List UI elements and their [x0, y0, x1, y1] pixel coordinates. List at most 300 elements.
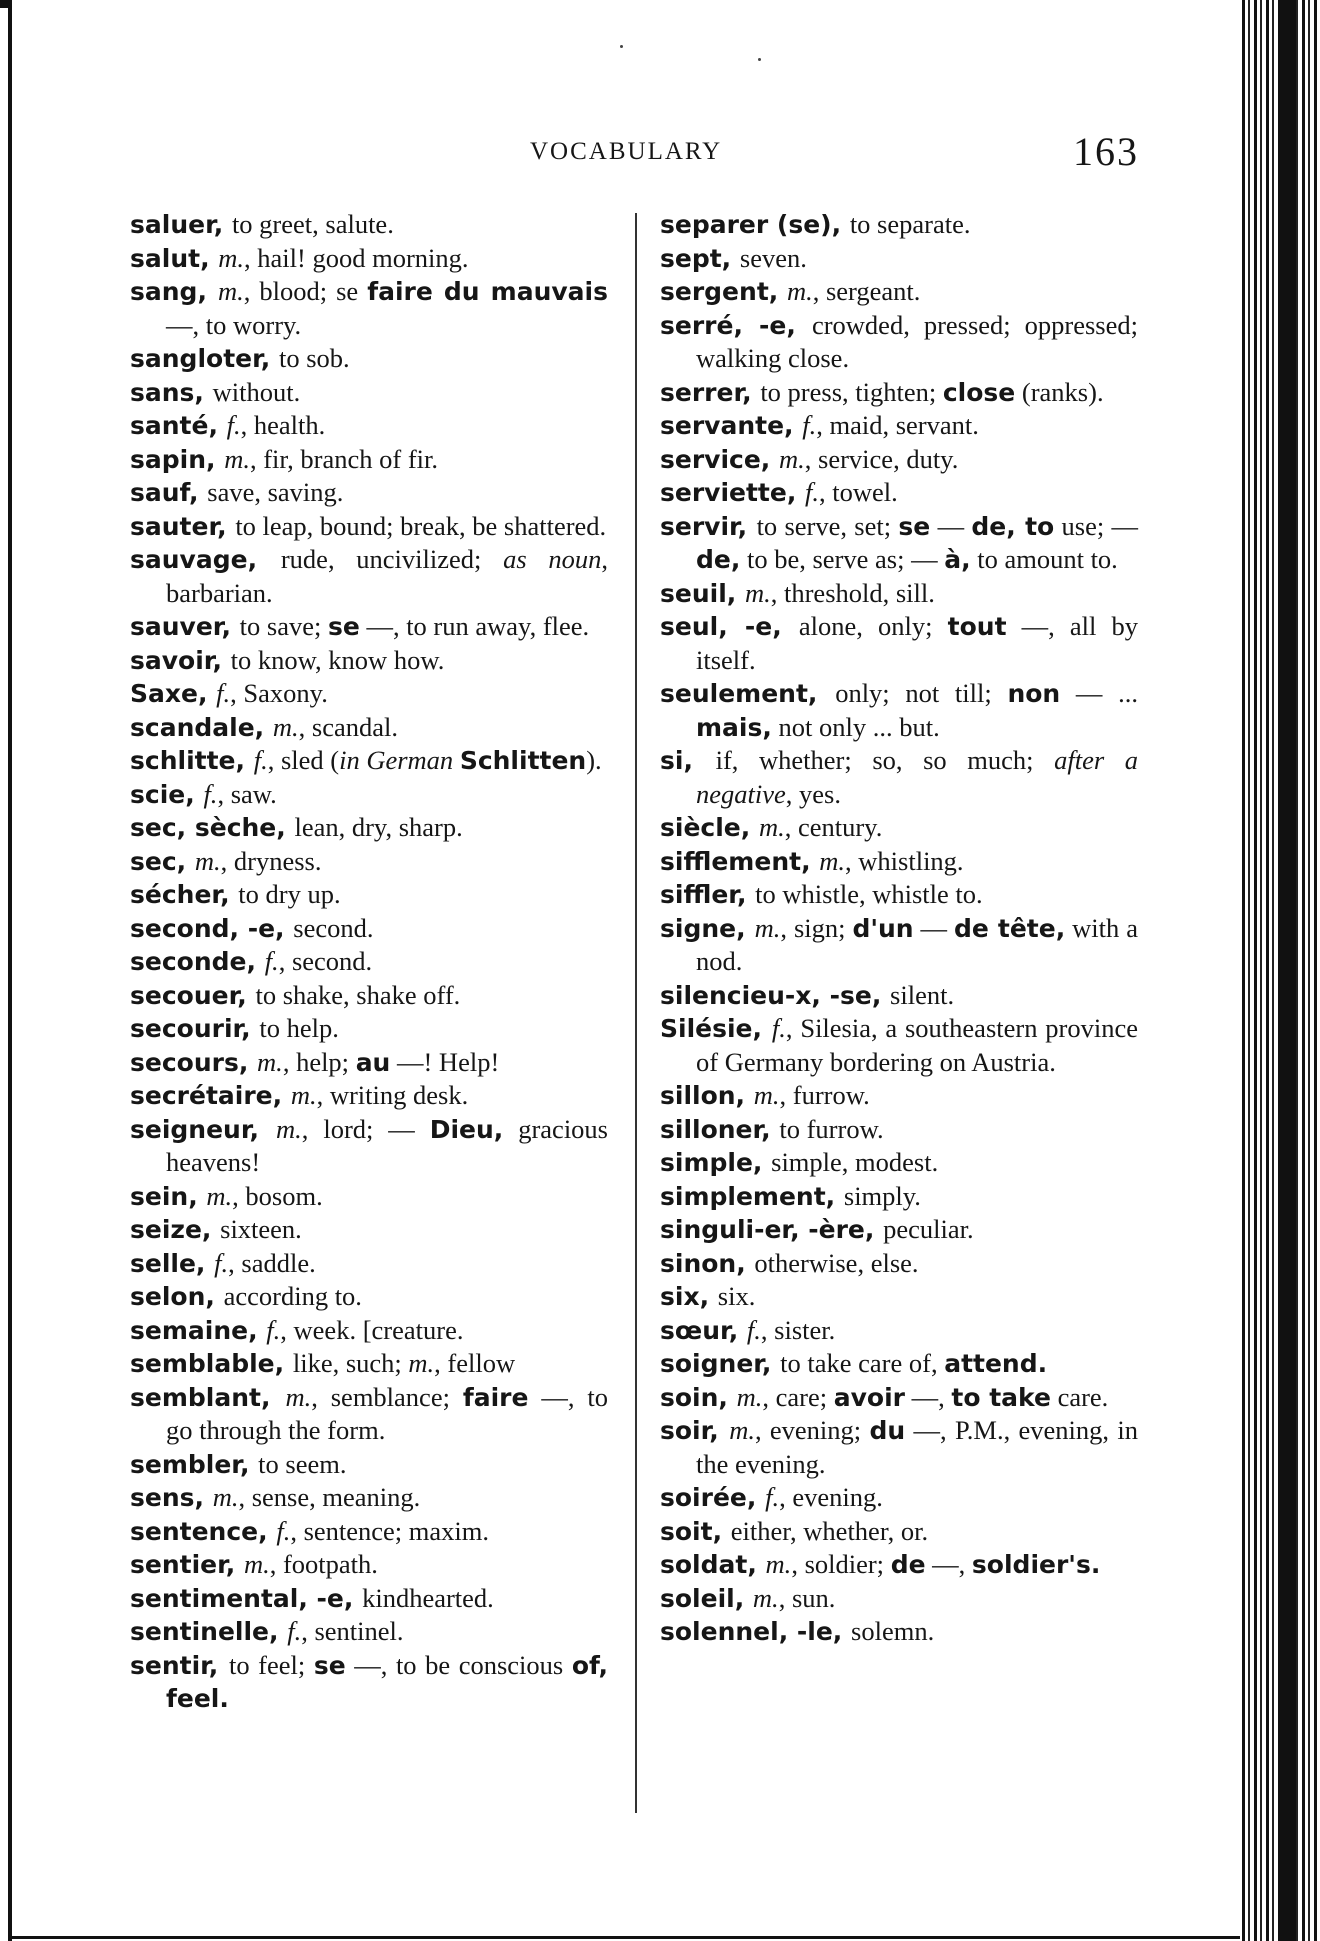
vocabulary-entry — [660, 1381, 1138, 1415]
entry-headword: si, — [660, 746, 716, 775]
vocabulary-entry — [660, 1582, 1138, 1616]
entry-definition: , writing desk. — [316, 1080, 469, 1110]
entry-headword: siècle, — [660, 813, 759, 842]
entry-headword: signe, — [660, 913, 755, 943]
vocabulary-entry — [130, 979, 608, 1013]
entry-definition: kindhearted. — [362, 1582, 494, 1613]
entry-italic-note: m. — [218, 276, 244, 306]
entry-italic-note: f. — [266, 1314, 281, 1345]
entry-definition: , sentence; maxim. — [290, 1515, 490, 1546]
vocabulary-entry — [130, 1280, 608, 1314]
vocabulary-entry — [130, 610, 608, 644]
entry-definition: to greet, salute. — [231, 209, 394, 239]
entry-italic-note: f. — [214, 1247, 229, 1278]
vocabulary-entry — [130, 1448, 608, 1482]
vocabulary-entry — [130, 1347, 608, 1381]
entry-definition: —, to run away, flee. — [359, 611, 590, 641]
entry-definition: , sentinel. — [301, 1616, 404, 1646]
vocabulary-entry — [660, 409, 1138, 443]
entry-headword: soit, — [660, 1516, 731, 1546]
vocabulary-entry — [660, 811, 1138, 845]
entry-definition: according to. — [223, 1281, 362, 1311]
entry-definition: lean, dry, sharp. — [294, 812, 463, 842]
entry-definition: , century. — [784, 812, 883, 842]
vocabulary-entry — [130, 711, 608, 745]
entry-headword: sauver, — [130, 612, 240, 641]
entry-italic-note: f. — [746, 1314, 761, 1345]
entry-headword: servante, — [660, 411, 803, 440]
entry-headword: sens, — [130, 1483, 213, 1512]
entry-definition: to save; — [239, 611, 328, 641]
vocabulary-entry — [660, 275, 1138, 309]
vocabulary-entry — [660, 1213, 1138, 1247]
entry-definition: , sled ( — [267, 745, 340, 775]
entry-definition: , sign; — [780, 912, 853, 943]
vocabulary-entry — [660, 1414, 1138, 1481]
entry-italic-note: m. — [754, 912, 781, 943]
entry-italic-note: after a negative — [696, 745, 1138, 809]
vocabulary-entry — [130, 945, 608, 979]
entry-definition: like, such; — [292, 1348, 409, 1378]
entry-headword: sœur, — [660, 1315, 747, 1345]
entry-italic-note: f. — [765, 1482, 780, 1512]
book-spine-edge — [1238, 0, 1320, 1941]
entry-headword: faire du mauvais — [367, 277, 608, 306]
entry-italic-note: f. — [203, 778, 218, 809]
entry-headword: sec, sèche, — [130, 813, 295, 842]
vocabulary-entry — [660, 1548, 1138, 1582]
vocabulary-entry — [130, 811, 608, 845]
vocabulary-entry — [130, 1314, 608, 1348]
entry-definition: , maid, servant. — [816, 410, 979, 440]
entry-headword: sauter, — [130, 511, 236, 541]
entry-italic-note: in German — [339, 745, 454, 775]
entry-italic-note: m. — [736, 1381, 763, 1412]
entry-definition: to furrow. — [779, 1113, 884, 1144]
entry-headword: seize, — [130, 1215, 221, 1244]
entry-headword: Dieu, — [429, 1114, 504, 1144]
entry-definition: —, — [905, 1381, 952, 1412]
scan-bottom-border — [10, 1936, 1240, 1939]
vocabulary-entry — [130, 778, 608, 812]
entry-headword: se — [327, 612, 360, 641]
entry-definition: , footpath. — [269, 1549, 378, 1579]
vocabulary-entry — [130, 1615, 608, 1649]
vocabulary-entry — [660, 376, 1138, 410]
vocabulary-entry — [660, 443, 1138, 477]
entry-italic-note: m. — [729, 1415, 755, 1445]
entry-definition: — — [930, 510, 972, 541]
entry-headword: sein, — [130, 1181, 207, 1211]
entry-definition: , second. — [278, 946, 373, 976]
entry-headword: de tête, — [954, 913, 1066, 943]
entry-definition: —, to go through the form. — [166, 1381, 608, 1445]
entry-definition: to separate. — [849, 209, 971, 239]
entry-headword: de, — [696, 545, 741, 574]
entry-definition: —! Help! — [390, 1046, 500, 1077]
entry-headword: sembler, — [130, 1449, 259, 1479]
entry-headword: separer (se), — [660, 210, 850, 239]
vocabulary-entry — [660, 912, 1138, 979]
entry-headword: six, — [660, 1282, 718, 1311]
entry-headword: sept, — [660, 243, 740, 273]
entry-definition: if, whether; so, so much; — [715, 745, 1055, 775]
entry-headword: sentinelle, — [130, 1617, 288, 1646]
entry-definition: peculiar. — [883, 1214, 974, 1244]
right-column — [660, 208, 1138, 1649]
vocabulary-entry — [660, 744, 1138, 811]
entry-definition: to press, tighten; — [760, 376, 943, 407]
entry-headword: sinon, — [660, 1248, 755, 1278]
entry-definition: —, — [925, 1549, 972, 1579]
entry-italic-note: f. — [287, 1616, 302, 1646]
entry-headword: semblable, — [130, 1349, 293, 1378]
entry-italic-note: f. — [226, 410, 241, 440]
entry-definition: solemn. — [851, 1616, 935, 1646]
entry-headword: sang, — [130, 277, 219, 306]
entry-definition: , week. [creature. — [280, 1314, 464, 1345]
entry-headword: to take — [951, 1382, 1051, 1412]
entry-definition: to amount to. — [970, 544, 1118, 574]
entry-italic-note: m. — [257, 1046, 283, 1077]
vocabulary-entry — [130, 744, 608, 778]
entry-definition: second. — [293, 912, 374, 943]
entry-definition: , blood; se — [243, 276, 368, 306]
entry-definition: , help; — [282, 1046, 356, 1077]
entry-definition: to sob. — [278, 343, 350, 373]
vocabulary-entry — [130, 342, 608, 376]
vocabulary-entry — [660, 1180, 1138, 1214]
entry-definition: —, to be conscious — [345, 1649, 572, 1680]
entry-headword: soirée, — [660, 1483, 766, 1512]
entry-headword: simplement, — [660, 1181, 844, 1211]
vocabulary-entry — [660, 1247, 1138, 1281]
entry-definition: to be, serve as; — — [740, 544, 945, 574]
entry-definition: sixteen. — [220, 1214, 302, 1244]
vocabulary-entry — [130, 510, 608, 544]
entry-definition: , evening; — [754, 1415, 870, 1445]
entry-headword: se — [313, 1650, 346, 1680]
entry-headword: soldat, — [660, 1550, 766, 1579]
entry-headword: scie, — [130, 779, 204, 809]
entry-italic-note: f. — [253, 745, 268, 775]
entry-definition: to leap, bound; break, be shattered. — [235, 510, 607, 541]
entry-headword: sans, — [130, 377, 213, 407]
entry-italic-note: f. — [216, 678, 231, 708]
entry-definition: , bosom. — [232, 1180, 323, 1211]
vocabulary-entry — [660, 1113, 1138, 1147]
entry-headword: au — [355, 1047, 391, 1077]
entry-headword: serré, -e, — [660, 310, 812, 340]
entry-headword: service, — [660, 444, 780, 474]
entry-definition: to seem. — [258, 1448, 347, 1479]
vocabulary-entry — [660, 1515, 1138, 1549]
entry-definition: , Saxony. — [230, 678, 328, 708]
entry-definition: , towel. — [819, 477, 898, 507]
entry-italic-note: m. — [212, 1482, 239, 1512]
entry-headword: solennel, -le, — [660, 1617, 852, 1646]
vocabulary-entry — [130, 1079, 608, 1113]
entry-definition: care. — [1050, 1381, 1109, 1412]
entry-definition: —, all by itself. — [696, 611, 1138, 675]
entry-headword: sangloter, — [130, 344, 279, 373]
vocabulary-entry — [130, 912, 608, 946]
vocabulary-entry — [130, 1582, 608, 1616]
entry-italic-note: m. — [753, 1080, 780, 1110]
entry-headword: serviette, — [660, 478, 806, 507]
entry-definition: not only ... but. — [771, 711, 940, 742]
entry-definition: alone, only; — [798, 611, 948, 641]
entry-definition: either, whether, or. — [730, 1515, 929, 1546]
entry-headword: tout — [947, 612, 1007, 641]
entry-headword: siffler, — [660, 880, 756, 909]
entry-definition: simple, modest. — [771, 1147, 939, 1177]
entry-headword: schlitte, — [130, 746, 254, 775]
entry-definition: silent. — [890, 979, 955, 1010]
entry-definition: , sense, meaning. — [238, 1482, 421, 1512]
entry-italic-note: m. — [276, 1113, 302, 1144]
entry-definition: , furrow. — [779, 1080, 870, 1110]
entry-headword: santé, — [130, 411, 227, 440]
entry-definition: (ranks). — [1015, 376, 1104, 407]
entry-headword: servir, — [660, 511, 757, 541]
vocabulary-entry — [660, 1481, 1138, 1515]
entry-italic-note: m. — [243, 1549, 270, 1579]
entry-headword: sentir, — [130, 1650, 229, 1680]
entry-headword: Silésie, — [660, 1014, 772, 1043]
entry-definition: —, P.M., evening, in the evening. — [696, 1415, 1138, 1479]
entry-definition: crowded, pressed; oppressed; walking close. — [696, 309, 1138, 373]
entry-headword: sergent, — [660, 277, 787, 306]
vocabulary-entry — [660, 309, 1138, 376]
entry-definition: , saw. — [217, 778, 277, 809]
entry-headword: salut, — [130, 243, 219, 273]
vocabulary-entry — [130, 1247, 608, 1281]
entry-headword: sapin, — [130, 444, 225, 474]
entry-definition: , health. — [240, 410, 326, 440]
vocabulary-entry — [660, 979, 1138, 1013]
entry-headword: seigneur, — [130, 1114, 277, 1144]
entry-definition: , dryness. — [220, 845, 322, 876]
vocabulary-entry — [130, 644, 608, 678]
entry-definition: to whistle, whistle to. — [755, 879, 983, 909]
entry-italic-note: f. — [771, 1013, 786, 1043]
vocabulary-entry — [660, 878, 1138, 912]
vocabulary-entry — [130, 1213, 608, 1247]
scan-speck — [620, 45, 623, 48]
entry-headword: à, — [944, 545, 971, 574]
entry-headword: sillon, — [660, 1081, 754, 1110]
entry-headword: seul, -e, — [660, 612, 799, 641]
entry-definition: , whistling. — [845, 845, 964, 876]
vocabulary-entry — [660, 510, 1138, 577]
entry-definition: to feel; — [228, 1649, 314, 1680]
entry-headword: sauvage, — [130, 545, 281, 574]
entry-definition: , sergeant. — [812, 276, 921, 306]
entry-definition: , soldier; — [791, 1549, 891, 1579]
entry-headword: soir, — [660, 1416, 730, 1445]
vocabulary-entry — [130, 878, 608, 912]
entry-italic-note: m. — [779, 443, 805, 474]
entry-definition: save, saving. — [207, 477, 344, 507]
entry-definition: , lord; — — [301, 1113, 430, 1144]
entry-headword: sécher, — [130, 880, 239, 909]
entry-headword: silencieu-x, -se, — [660, 980, 891, 1010]
entry-headword: Saxe, — [130, 679, 217, 708]
entry-definition: , barbarian. — [166, 544, 608, 608]
entry-headword: second, -e, — [130, 913, 294, 943]
entry-definition: , scandal. — [298, 711, 398, 742]
entry-definition: , fir, branch of fir. — [249, 443, 439, 474]
entry-definition: , service, duty. — [804, 443, 959, 474]
entry-definition: , fellow — [434, 1348, 516, 1378]
entry-definition: otherwise, else. — [754, 1247, 919, 1278]
vocabulary-entry — [130, 409, 608, 443]
vocabulary-entry — [130, 845, 608, 879]
entry-headword: seulement, — [660, 679, 836, 708]
entry-italic-note: f. — [805, 477, 820, 507]
vocabulary-entry — [130, 1481, 608, 1515]
vocabulary-entry — [130, 1046, 608, 1080]
entry-definition: to know, know how. — [230, 644, 445, 675]
entry-definition: with a nod. — [696, 912, 1138, 976]
entry-definition: use; — — [1054, 510, 1139, 541]
book-spine-dark-band — [1280, 0, 1296, 1941]
entry-definition: to help. — [259, 1013, 339, 1043]
entry-italic-note: m. — [408, 1348, 435, 1378]
entry-definition: —, to worry. — [166, 309, 302, 340]
entry-definition: , sun. — [778, 1582, 836, 1613]
entry-italic-note: as noun — [503, 544, 602, 574]
entry-headword: Schlitten — [459, 746, 587, 775]
vocabulary-entry — [660, 1012, 1138, 1079]
entry-headword: secours, — [130, 1047, 258, 1077]
vocabulary-entry — [660, 1146, 1138, 1180]
vocabulary-entry — [130, 543, 608, 610]
entry-headword: sentence, — [130, 1516, 277, 1546]
vocabulary-entry — [130, 1012, 608, 1046]
entry-italic-note: f. — [276, 1515, 291, 1546]
vocabulary-entry — [660, 845, 1138, 879]
entry-headword: sauf, — [130, 478, 208, 507]
entry-definition: , Silesia, a southeastern province of Germany bordering on Austria. — [696, 1013, 1138, 1077]
entry-headword: soigner, — [660, 1349, 781, 1378]
entry-italic-note: m. — [224, 443, 250, 474]
entry-headword: sentimental, -e, — [130, 1583, 363, 1613]
entry-headword: selle, — [130, 1248, 215, 1278]
entry-headword: savoir, — [130, 645, 231, 675]
entry-headword: se — [898, 511, 931, 541]
vocabulary-entry — [660, 1615, 1138, 1649]
entry-headword: faire — [462, 1382, 529, 1412]
vocabulary-entry — [130, 1381, 608, 1448]
vocabulary-entry — [660, 476, 1138, 510]
vocabulary-entry — [660, 1314, 1138, 1348]
entry-italic-note: m. — [786, 276, 813, 306]
vocabulary-entry — [130, 476, 608, 510]
entry-headword: du — [869, 1416, 906, 1445]
entry-italic-note: m. — [752, 1582, 779, 1613]
entry-definition: , sister. — [760, 1314, 836, 1345]
vocabulary-entry — [130, 275, 608, 342]
entry-definition: gracious heavens! — [166, 1113, 608, 1177]
entry-headword: sec, — [130, 846, 195, 876]
entry-italic-note: m. — [758, 812, 785, 842]
entry-definition: ). — [586, 745, 602, 775]
entry-headword: de — [890, 1550, 926, 1579]
scan-speck — [758, 58, 761, 61]
entry-headword: secrétaire, — [130, 1081, 291, 1110]
entry-headword: semaine, — [130, 1315, 267, 1345]
vocabulary-entry — [130, 242, 608, 276]
entry-italic-note: m. — [285, 1381, 312, 1412]
entry-headword: soleil, — [660, 1583, 753, 1613]
entry-definition: seven. — [739, 242, 807, 273]
entry-definition: , saddle. — [228, 1247, 316, 1278]
entry-headword: sifflement, — [660, 846, 820, 876]
entry-definition — [453, 745, 460, 775]
entry-italic-note: f. — [264, 946, 279, 976]
entry-italic-note: m. — [194, 845, 221, 876]
entry-headword: saluer, — [130, 210, 232, 239]
entry-headword: attend. — [944, 1349, 1048, 1378]
entry-headword: mais, — [696, 712, 772, 742]
entry-italic-note: m. — [272, 711, 299, 742]
entry-headword: non — [1007, 679, 1061, 708]
entry-definition: to shake, shake off. — [255, 979, 461, 1010]
entry-definition: to dry up. — [238, 879, 341, 909]
entry-headword: serrer, — [660, 377, 761, 407]
vocabulary-entry — [660, 1347, 1138, 1381]
entry-headword: seconde, — [130, 947, 265, 976]
vocabulary-entry — [130, 1515, 608, 1549]
entry-definition: rude, uncivilized; — [280, 544, 504, 574]
page-number: 163 — [1073, 129, 1139, 174]
column-divider — [635, 213, 637, 1813]
entry-headword: soin, — [660, 1382, 737, 1412]
vocabulary-entry — [660, 242, 1138, 276]
entry-definition: only; not till; — [835, 678, 1008, 708]
vocabulary-entry — [660, 577, 1138, 611]
entry-italic-note: m. — [218, 242, 245, 273]
vocabulary-entry — [660, 1079, 1138, 1113]
entry-definition: , hail! good morning. — [244, 242, 469, 273]
vocabulary-entry — [130, 1548, 608, 1582]
entry-headword: sentier, — [130, 1550, 244, 1579]
entry-headword: semblant, — [130, 1382, 286, 1412]
entry-headword: seuil, — [660, 578, 745, 608]
entry-definition: , yes. — [785, 778, 841, 809]
entry-definition: simply. — [843, 1180, 921, 1211]
entry-definition: — ... — [1060, 678, 1138, 708]
entry-italic-note: m. — [819, 845, 846, 876]
entry-definition: — — [913, 912, 955, 943]
vocabulary-entry — [660, 208, 1138, 242]
entry-italic-note: m. — [765, 1549, 792, 1579]
vocabulary-entry — [660, 610, 1138, 677]
entry-italic-note: m. — [206, 1180, 233, 1211]
entry-headword: selon, — [130, 1282, 224, 1311]
entry-definition: without. — [212, 376, 301, 407]
entry-definition: to serve, set; — [756, 510, 899, 541]
scan-left-border — [8, 0, 12, 1941]
vocabulary-entry — [130, 1649, 608, 1716]
vocabulary-entry — [130, 1113, 608, 1180]
entry-headword: simple, — [660, 1148, 772, 1177]
entry-headword: d'un — [852, 913, 914, 943]
vocabulary-entry — [130, 376, 608, 410]
entry-headword: of, feel. — [166, 1650, 608, 1713]
